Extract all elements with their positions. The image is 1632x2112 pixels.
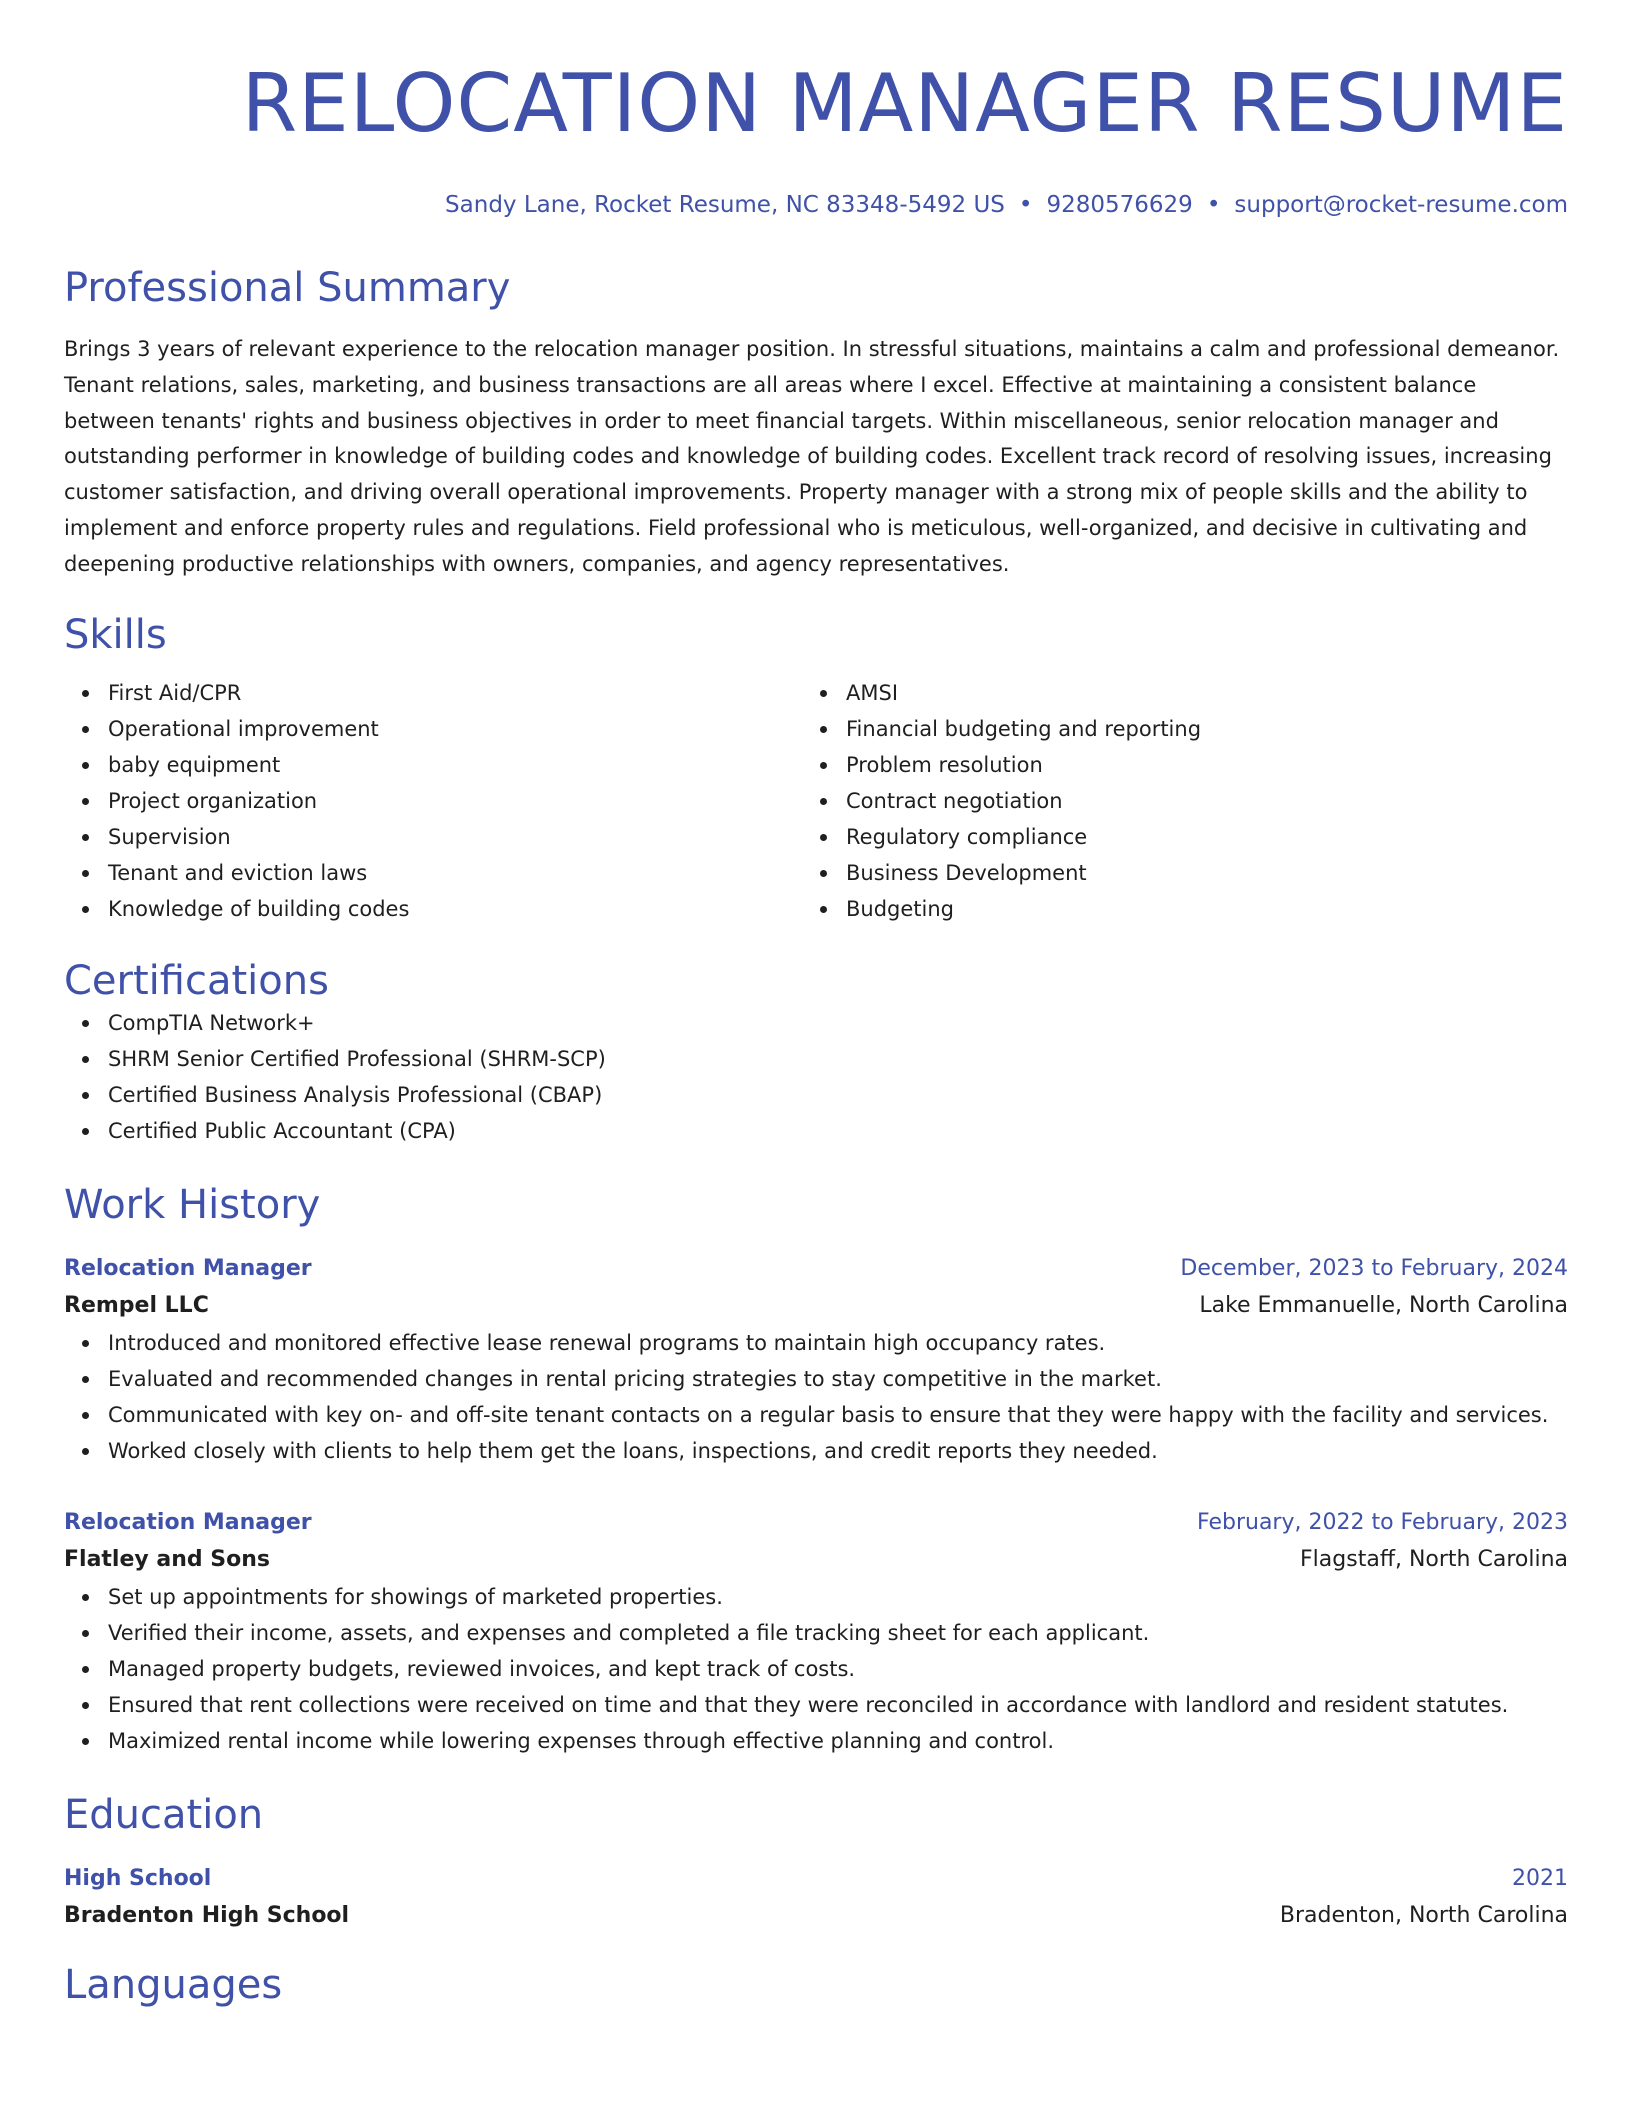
- job-bullet: Managed property budgets, reviewed invoices, and kept track of costs.: [64, 1651, 1568, 1687]
- certifications-heading: Certifications: [64, 957, 329, 1004]
- job-bullet: Set up appointments for showings of marketed properties.: [64, 1579, 1568, 1615]
- resume-title: RELOCATION MANAGER RESUME: [241, 57, 1568, 150]
- contact-email: support@rocket-resume.com: [1234, 192, 1568, 218]
- summary-text: Brings 3 years of relevant experience to the relocation manager position. In stressful situations, maintains a calm and professional demeanor. Tenant relations, sales, marketing, and business transactions are all areas where I excel. Effective at maintaining a consistent balance between tenants' rights and business objectives in order to meet financial targets. Within miscellaneous, senior relocation manager and outstanding performer in knowledge of building codes and knowledge of building codes. Excellent track record of resolving issues, increasing customer satisfaction, and driving overall operational improvements. Property manager with a strong mix of people skills and the ability to implement and enforce property rules and regulations. Field professional who is meticulous, well-organized, and decisive in cultivating and deepening productive relationships with owners, companies, and agency representatives.: [64, 337, 1560, 576]
- skill-item: Project organization: [64, 783, 802, 819]
- education-heading: Education: [64, 1791, 264, 1838]
- work-history-heading: Work History: [64, 1181, 321, 1228]
- skill-item: Knowledge of building codes: [64, 891, 802, 927]
- job-company-row: [64, 1287, 1568, 1325]
- job-company-row: [64, 1541, 1568, 1579]
- job-bullets: [64, 1325, 1568, 1469]
- job-bullet: Verified their income, assets, and expenses and completed a file tracking sheet for each applicant.: [64, 1615, 1568, 1651]
- skill-item: Contract negotiation: [802, 783, 1540, 819]
- job-header-row: [64, 1505, 1568, 1541]
- skill-item: Operational improvement: [64, 711, 802, 747]
- skill-item: Budgeting: [802, 891, 1540, 927]
- skill-item: Financial budgeting and reporting: [802, 711, 1540, 747]
- job-bullet: Communicated with key on- and off-site tenant contacts on a regular basis to ensure that they were happy with the facility and services.: [64, 1397, 1568, 1433]
- certifications-list: [64, 1005, 1568, 1149]
- job-bullet: Ensured that rent collections were received on time and that they were reconciled in accordance with landlord and resident statutes.: [64, 1687, 1568, 1723]
- education-school: Bradenton High School: [64, 1902, 350, 1928]
- skill-item: First Aid/CPR: [64, 675, 802, 711]
- certification-item: Certified Business Analysis Professional (CBAP): [64, 1077, 1568, 1113]
- job-bullet: Maximized rental income while lowering expenses through effective planning and control.: [64, 1723, 1568, 1759]
- education-header-row: [64, 1861, 1568, 1897]
- certification-item: Certified Public Accountant (CPA): [64, 1113, 1568, 1149]
- job-header-row: [64, 1251, 1568, 1287]
- contact-address: Sandy Lane, Rocket Resume, NC 83348-5492 US: [445, 192, 1005, 218]
- certification-item: SHRM Senior Certified Professional (SHRM-SCP): [64, 1041, 1568, 1077]
- education-entry: [64, 1861, 1568, 1935]
- skill-item: AMSI: [802, 675, 1540, 711]
- skill-item: Regulatory compliance: [802, 819, 1540, 855]
- skill-item: Business Development: [802, 855, 1540, 891]
- contact-separator: •: [1206, 192, 1221, 218]
- education-year: 2021: [1512, 1865, 1568, 1891]
- skill-item: baby equipment: [64, 747, 802, 783]
- skills-column-left: [64, 675, 802, 927]
- job-company: Flatley and Sons: [64, 1546, 271, 1572]
- job-role: Relocation Manager: [64, 1255, 312, 1281]
- skills-column-right: [802, 675, 1540, 927]
- skill-item: Supervision: [64, 819, 802, 855]
- contact-line: [64, 190, 1568, 220]
- job-location: Lake Emmanuelle, North Carolina: [1199, 1292, 1568, 1318]
- education-school-row: [64, 1897, 1568, 1935]
- job-entry: [64, 1505, 1568, 1759]
- job-bullet: Evaluated and recommended changes in rental pricing strategies to stay competitive in the market.: [64, 1361, 1568, 1397]
- education-location: Bradenton, North Carolina: [1279, 1902, 1568, 1928]
- job-location: Flagstaff, North Carolina: [1300, 1546, 1568, 1572]
- job-dates: February, 2022 to February, 2023: [1197, 1509, 1568, 1535]
- certification-item: CompTIA Network+: [64, 1005, 1568, 1041]
- skills-list-left: [64, 675, 802, 927]
- education-degree: High School: [64, 1865, 212, 1891]
- job-bullet: Worked closely with clients to help them get the loans, inspections, and credit reports they needed.: [64, 1433, 1568, 1469]
- contact-separator: •: [1018, 192, 1033, 218]
- skills-list-right: [802, 675, 1540, 927]
- skill-item: Tenant and eviction laws: [64, 855, 802, 891]
- skills-grid: [64, 675, 1568, 927]
- skills-heading: Skills: [64, 611, 167, 658]
- job-bullets: [64, 1579, 1568, 1759]
- job-bullet: Introduced and monitored effective lease renewal programs to maintain high occupancy rates.: [64, 1325, 1568, 1361]
- job-entry: [64, 1251, 1568, 1469]
- contact-phone: 9280576629: [1046, 192, 1193, 218]
- skill-item: Problem resolution: [802, 747, 1540, 783]
- job-dates: December, 2023 to February, 2024: [1180, 1255, 1568, 1281]
- summary-heading: Professional Summary: [64, 265, 511, 311]
- job-company: Rempel LLC: [64, 1292, 209, 1318]
- job-role: Relocation Manager: [64, 1509, 312, 1535]
- languages-heading: Languages: [64, 1961, 283, 2008]
